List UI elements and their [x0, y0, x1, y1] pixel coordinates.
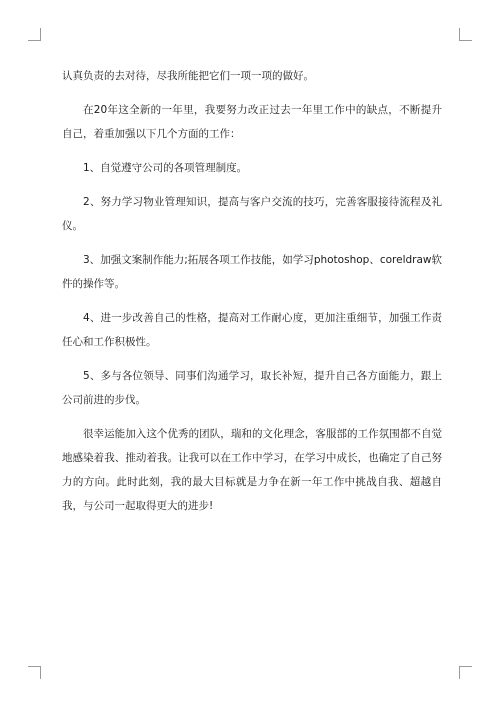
list-item-5: 5、多与各位领导、同事们沟通学习，取长补短，提升自己各方面能力，跟上公司前进的步伐。	[62, 370, 442, 406]
crop-mark-top-left	[28, 28, 41, 41]
list-item-2: 2、努力学习物业管理知识，提高与客户交流的技巧，完善客服接待流程及礼仪。	[62, 196, 442, 232]
crop-mark-bottom-left	[28, 666, 41, 679]
list-item-4: 4、进一步改善自己的性格，提高对工作耐心度，更加注重细节，加强工作责任心和工作积极性。	[62, 312, 442, 348]
document-body	[62, 64, 442, 528]
crop-mark-top-right	[459, 28, 472, 41]
list-item-1: 1、自觉遵守公司的各项管理制度。	[83, 162, 248, 174]
list-item-3: 3、加强文案制作能力;拓展各项工作技能，如学习photoshop、coreldraw软件的操作等。	[62, 254, 442, 290]
crop-mark-bottom-right	[459, 666, 472, 679]
paragraph-continuation: 认真负责的去对待，尽我所能把它们一项一项的做好。	[62, 70, 314, 82]
paragraph-intro: 在20年这全新的一年里，我要努力改正过去一年里工作中的缺点，不断提升自己，着重加强以下几个方面的工作：	[62, 104, 442, 140]
paragraph-closing: 很幸运能加入这个优秀的团队，瑞和的文化理念，客服部的工作氛围都不自觉地感染着我、推动着我。让我可以在工作中学习，在学习中成长，也确定了自己努力的方向。此时此刻，我的最大目标就是力争在新一年工作中挑战自我、超越自我，与公司一起取得更大的进步!	[62, 428, 442, 512]
